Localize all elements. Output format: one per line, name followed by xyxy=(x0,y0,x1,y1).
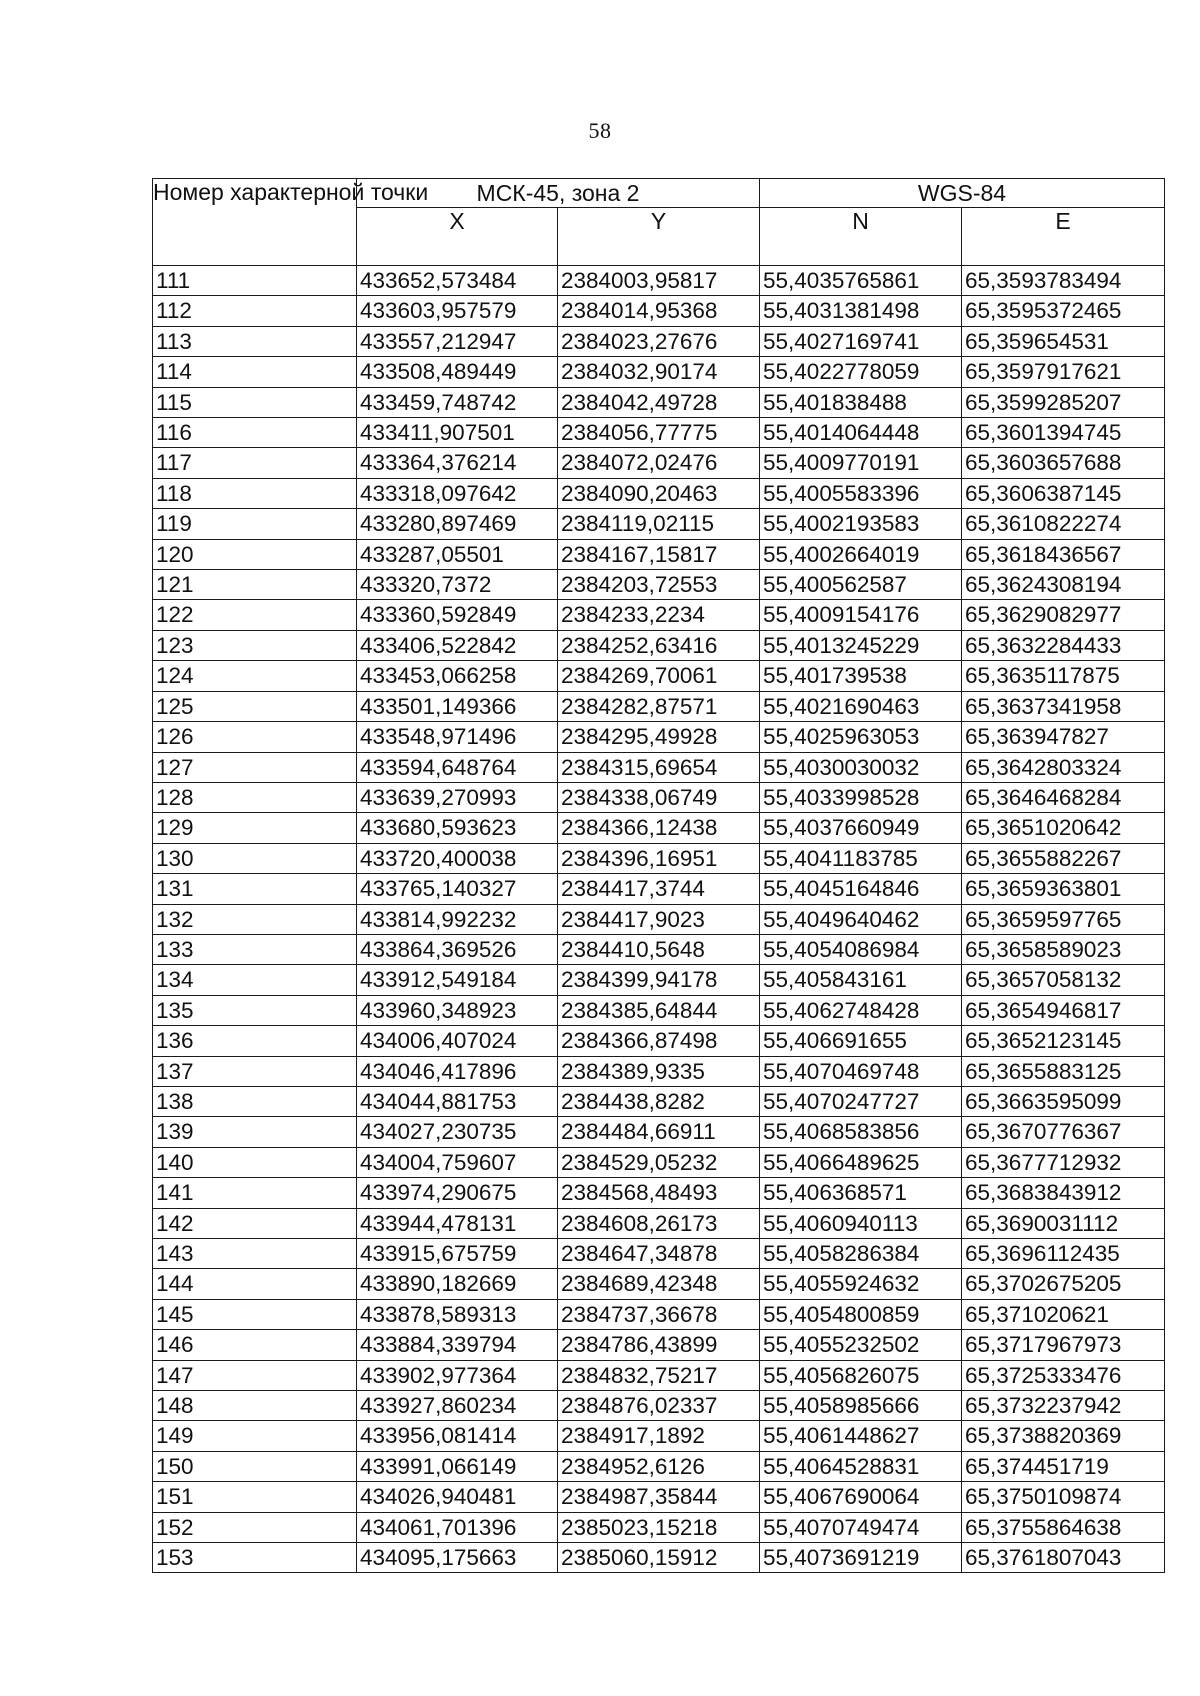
cell-n: 55,401739538 xyxy=(760,661,962,691)
table-row xyxy=(153,387,1165,417)
cell-e: 65,3655883125 xyxy=(962,1056,1165,1086)
cell-x: 433411,907501 xyxy=(357,418,558,448)
cell-y: 2384647,34878 xyxy=(558,1239,760,1269)
cell-point-number: 134 xyxy=(153,965,357,995)
table-body xyxy=(153,266,1165,1573)
table-row xyxy=(153,965,1165,995)
cell-y: 2385060,15912 xyxy=(558,1543,760,1573)
cell-x: 433557,212947 xyxy=(357,326,558,356)
cell-x: 433944,478131 xyxy=(357,1208,558,1238)
cell-point-number: 146 xyxy=(153,1330,357,1360)
cell-point-number: 129 xyxy=(153,813,357,843)
cell-n: 55,4070749474 xyxy=(760,1512,962,1542)
cell-n: 55,4070469748 xyxy=(760,1056,962,1086)
table-row xyxy=(153,1178,1165,1208)
cell-x: 434061,701396 xyxy=(357,1512,558,1542)
cell-point-number: 121 xyxy=(153,570,357,600)
header-wgs-group: WGS-84 xyxy=(760,179,1165,208)
cell-e: 65,3657058132 xyxy=(962,965,1165,995)
cell-e: 65,3646468284 xyxy=(962,782,1165,812)
cell-point-number: 127 xyxy=(153,752,357,782)
cell-n: 55,4022778059 xyxy=(760,357,962,387)
cell-point-number: 148 xyxy=(153,1391,357,1421)
table-row xyxy=(153,1056,1165,1086)
cell-e: 65,3755864638 xyxy=(962,1512,1165,1542)
cell-point-number: 149 xyxy=(153,1421,357,1451)
cell-n: 55,4013245229 xyxy=(760,630,962,660)
cell-y: 2384568,48493 xyxy=(558,1178,760,1208)
cell-y: 2384689,42348 xyxy=(558,1269,760,1299)
header-row-groups xyxy=(153,179,1165,208)
cell-n: 55,4062748428 xyxy=(760,995,962,1025)
cell-n: 55,400562587 xyxy=(760,570,962,600)
table-row xyxy=(153,843,1165,873)
table-row xyxy=(153,1543,1165,1573)
cell-e: 65,3632284433 xyxy=(962,630,1165,660)
cell-x: 433406,522842 xyxy=(357,630,558,660)
table-row xyxy=(153,266,1165,296)
cell-e: 65,3618436567 xyxy=(962,539,1165,569)
cell-e: 65,3655882267 xyxy=(962,843,1165,873)
cell-e: 65,3696112435 xyxy=(962,1239,1165,1269)
table-row xyxy=(153,296,1165,326)
table-row xyxy=(153,691,1165,721)
cell-n: 55,4056826075 xyxy=(760,1360,962,1390)
page-number: 58 xyxy=(588,118,612,143)
table-row xyxy=(153,326,1165,356)
cell-x: 434095,175663 xyxy=(357,1543,558,1573)
cell-n: 55,4073691219 xyxy=(760,1543,962,1573)
cell-point-number: 126 xyxy=(153,722,357,752)
table-row xyxy=(153,782,1165,812)
table-row xyxy=(153,357,1165,387)
cell-point-number: 136 xyxy=(153,1026,357,1056)
cell-y: 2384366,12438 xyxy=(558,813,760,843)
cell-y: 2384832,75217 xyxy=(558,1360,760,1390)
cell-y: 2384876,02337 xyxy=(558,1391,760,1421)
cell-x: 433501,149366 xyxy=(357,691,558,721)
cell-x: 433991,066149 xyxy=(357,1451,558,1481)
cell-n: 55,4055232502 xyxy=(760,1330,962,1360)
cell-n: 55,401838488 xyxy=(760,387,962,417)
cell-point-number: 113 xyxy=(153,326,357,356)
table-row xyxy=(153,630,1165,660)
cell-n: 55,4005583396 xyxy=(760,478,962,508)
cell-point-number: 112 xyxy=(153,296,357,326)
cell-n: 55,4014064448 xyxy=(760,418,962,448)
cell-e: 65,3642803324 xyxy=(962,752,1165,782)
cell-e: 65,3659597765 xyxy=(962,904,1165,934)
cell-y: 2384952,6126 xyxy=(558,1451,760,1481)
cell-e: 65,3597917621 xyxy=(962,357,1165,387)
cell-y: 2384396,16951 xyxy=(558,843,760,873)
cell-e: 65,3637341958 xyxy=(962,691,1165,721)
cell-y: 2384252,63416 xyxy=(558,630,760,660)
cell-n: 55,4045164846 xyxy=(760,874,962,904)
cell-x: 433974,290675 xyxy=(357,1178,558,1208)
cell-point-number: 144 xyxy=(153,1269,357,1299)
cell-n: 55,4066489625 xyxy=(760,1147,962,1177)
cell-e: 65,3677712932 xyxy=(962,1147,1165,1177)
table-row xyxy=(153,1269,1165,1299)
cell-y: 2384203,72553 xyxy=(558,570,760,600)
cell-x: 433320,7372 xyxy=(357,570,558,600)
cell-y: 2384014,95368 xyxy=(558,296,760,326)
cell-y: 2384072,02476 xyxy=(558,448,760,478)
cell-point-number: 118 xyxy=(153,478,357,508)
cell-x: 433459,748742 xyxy=(357,387,558,417)
cell-e: 65,3659363801 xyxy=(962,874,1165,904)
cell-y: 2384608,26173 xyxy=(558,1208,760,1238)
cell-e: 65,3750109874 xyxy=(962,1482,1165,1512)
cell-n: 55,4060940113 xyxy=(760,1208,962,1238)
cell-e: 65,3610822274 xyxy=(962,509,1165,539)
cell-y: 2384269,70061 xyxy=(558,661,760,691)
table-row xyxy=(153,904,1165,934)
cell-e: 65,3702675205 xyxy=(962,1269,1165,1299)
table-row xyxy=(153,813,1165,843)
cell-point-number: 131 xyxy=(153,874,357,904)
cell-e: 65,3717967973 xyxy=(962,1330,1165,1360)
cell-point-number: 141 xyxy=(153,1178,357,1208)
cell-point-number: 116 xyxy=(153,418,357,448)
cell-x: 433915,675759 xyxy=(357,1239,558,1269)
cell-n: 55,4033998528 xyxy=(760,782,962,812)
cell-e: 65,3654946817 xyxy=(962,995,1165,1025)
table-row xyxy=(153,418,1165,448)
table-header xyxy=(153,179,1165,266)
cell-e: 65,3635117875 xyxy=(962,661,1165,691)
cell-e: 65,359654531 xyxy=(962,326,1165,356)
cell-n: 55,4058286384 xyxy=(760,1239,962,1269)
cell-x: 434044,881753 xyxy=(357,1086,558,1116)
cell-point-number: 132 xyxy=(153,904,357,934)
table-row xyxy=(153,1239,1165,1269)
cell-e: 65,3601394745 xyxy=(962,418,1165,448)
cell-e: 65,371020621 xyxy=(962,1299,1165,1329)
cell-x: 433594,648764 xyxy=(357,752,558,782)
cell-point-number: 115 xyxy=(153,387,357,417)
cell-y: 2384529,05232 xyxy=(558,1147,760,1177)
cell-point-number: 152 xyxy=(153,1512,357,1542)
table-row xyxy=(153,1208,1165,1238)
cell-n: 55,4021690463 xyxy=(760,691,962,721)
cell-x: 433927,860234 xyxy=(357,1391,558,1421)
cell-y: 2384417,3744 xyxy=(558,874,760,904)
cell-n: 55,4055924632 xyxy=(760,1269,962,1299)
cell-y: 2384917,1892 xyxy=(558,1421,760,1451)
cell-e: 65,374451719 xyxy=(962,1451,1165,1481)
cell-e: 65,3593783494 xyxy=(962,266,1165,296)
cell-point-number: 145 xyxy=(153,1299,357,1329)
cell-e: 65,3761807043 xyxy=(962,1543,1165,1573)
cell-x: 433890,182669 xyxy=(357,1269,558,1299)
cell-e: 65,3658589023 xyxy=(962,934,1165,964)
cell-point-number: 142 xyxy=(153,1208,357,1238)
cell-y: 2384366,87498 xyxy=(558,1026,760,1056)
cell-n: 55,4009154176 xyxy=(760,600,962,630)
cell-x: 433720,400038 xyxy=(357,843,558,873)
cell-y: 2385023,15218 xyxy=(558,1512,760,1542)
cell-e: 65,3652123145 xyxy=(962,1026,1165,1056)
cell-point-number: 140 xyxy=(153,1147,357,1177)
cell-x: 434027,230735 xyxy=(357,1117,558,1147)
cell-x: 433508,489449 xyxy=(357,357,558,387)
table-row xyxy=(153,1391,1165,1421)
header-n: N xyxy=(760,208,962,266)
cell-e: 65,3599285207 xyxy=(962,387,1165,417)
cell-n: 55,4054086984 xyxy=(760,934,962,964)
cell-point-number: 120 xyxy=(153,539,357,569)
cell-point-number: 143 xyxy=(153,1239,357,1269)
cell-y: 2384032,90174 xyxy=(558,357,760,387)
table-row xyxy=(153,509,1165,539)
cell-point-number: 138 xyxy=(153,1086,357,1116)
cell-y: 2384167,15817 xyxy=(558,539,760,569)
cell-y: 2384484,66911 xyxy=(558,1117,760,1147)
table-row xyxy=(153,600,1165,630)
cell-y: 2384399,94178 xyxy=(558,965,760,995)
cell-x: 433765,140327 xyxy=(357,874,558,904)
cell-x: 433884,339794 xyxy=(357,1330,558,1360)
cell-y: 2384737,36678 xyxy=(558,1299,760,1329)
cell-y: 2384315,69654 xyxy=(558,752,760,782)
header-msk-group: МСК-45, зона 2 xyxy=(357,179,760,208)
cell-x: 433878,589313 xyxy=(357,1299,558,1329)
cell-e: 65,3683843912 xyxy=(962,1178,1165,1208)
cell-point-number: 128 xyxy=(153,782,357,812)
cell-y: 2384410,5648 xyxy=(558,934,760,964)
table-row xyxy=(153,539,1165,569)
cell-y: 2384056,77775 xyxy=(558,418,760,448)
cell-point-number: 133 xyxy=(153,934,357,964)
cell-y: 2384023,27676 xyxy=(558,326,760,356)
table-row xyxy=(153,661,1165,691)
cell-n: 55,4064528831 xyxy=(760,1451,962,1481)
cell-n: 55,4037660949 xyxy=(760,813,962,843)
cell-n: 55,4067690064 xyxy=(760,1482,962,1512)
header-x: X xyxy=(357,208,558,266)
cell-x: 434006,407024 xyxy=(357,1026,558,1056)
cell-n: 55,4035765861 xyxy=(760,266,962,296)
table-row xyxy=(153,1147,1165,1177)
cell-point-number: 125 xyxy=(153,691,357,721)
cell-e: 65,3624308194 xyxy=(962,570,1165,600)
cell-n: 55,4009770191 xyxy=(760,448,962,478)
cell-n: 55,4058985666 xyxy=(760,1391,962,1421)
cell-point-number: 130 xyxy=(153,843,357,873)
cell-y: 2384987,35844 xyxy=(558,1482,760,1512)
table-row xyxy=(153,1451,1165,1481)
coordinates-table xyxy=(152,178,1165,1573)
cell-x: 433318,097642 xyxy=(357,478,558,508)
cell-n: 55,4002193583 xyxy=(760,509,962,539)
cell-n: 55,405843161 xyxy=(760,965,962,995)
table-row xyxy=(153,1117,1165,1147)
cell-y: 2384389,9335 xyxy=(558,1056,760,1086)
cell-n: 55,4054800859 xyxy=(760,1299,962,1329)
table-row xyxy=(153,1299,1165,1329)
cell-e: 65,3663595099 xyxy=(962,1086,1165,1116)
cell-point-number: 151 xyxy=(153,1482,357,1512)
cell-x: 433548,971496 xyxy=(357,722,558,752)
cell-point-number: 124 xyxy=(153,661,357,691)
cell-n: 55,4030030032 xyxy=(760,752,962,782)
cell-y: 2384119,02115 xyxy=(558,509,760,539)
cell-x: 434026,940481 xyxy=(357,1482,558,1512)
table-row xyxy=(153,752,1165,782)
cell-x: 433603,957579 xyxy=(357,296,558,326)
cell-x: 433652,573484 xyxy=(357,266,558,296)
table-row xyxy=(153,934,1165,964)
cell-point-number: 153 xyxy=(153,1543,357,1573)
table-row xyxy=(153,1086,1165,1116)
cell-point-number: 117 xyxy=(153,448,357,478)
cell-x: 433639,270993 xyxy=(357,782,558,812)
cell-point-number: 150 xyxy=(153,1451,357,1481)
cell-y: 2384295,49928 xyxy=(558,722,760,752)
cell-x: 433956,081414 xyxy=(357,1421,558,1451)
cell-n: 55,4070247727 xyxy=(760,1086,962,1116)
cell-n: 55,406368571 xyxy=(760,1178,962,1208)
cell-point-number: 135 xyxy=(153,995,357,1025)
cell-point-number: 139 xyxy=(153,1117,357,1147)
cell-x: 434004,759607 xyxy=(357,1147,558,1177)
cell-e: 65,3606387145 xyxy=(962,478,1165,508)
cell-e: 65,3732237942 xyxy=(962,1391,1165,1421)
cell-e: 65,3603657688 xyxy=(962,448,1165,478)
cell-n: 55,406691655 xyxy=(760,1026,962,1056)
cell-e: 65,3629082977 xyxy=(962,600,1165,630)
table-row xyxy=(153,995,1165,1025)
table-row xyxy=(153,722,1165,752)
cell-e: 65,363947827 xyxy=(962,722,1165,752)
table-row xyxy=(153,448,1165,478)
cell-point-number: 137 xyxy=(153,1056,357,1086)
cell-n: 55,4027169741 xyxy=(760,326,962,356)
cell-x: 433960,348923 xyxy=(357,995,558,1025)
cell-n: 55,4049640462 xyxy=(760,904,962,934)
cell-y: 2384385,64844 xyxy=(558,995,760,1025)
cell-n: 55,4025963053 xyxy=(760,722,962,752)
cell-x: 433912,549184 xyxy=(357,965,558,995)
table-row xyxy=(153,1512,1165,1542)
cell-x: 433814,992232 xyxy=(357,904,558,934)
table-row xyxy=(153,1360,1165,1390)
cell-n: 55,4061448627 xyxy=(760,1421,962,1451)
cell-point-number: 123 xyxy=(153,630,357,660)
cell-n: 55,4041183785 xyxy=(760,843,962,873)
cell-x: 433364,376214 xyxy=(357,448,558,478)
cell-y: 2384438,8282 xyxy=(558,1086,760,1116)
cell-n: 55,4031381498 xyxy=(760,296,962,326)
cell-e: 65,3690031112 xyxy=(962,1208,1165,1238)
table-row xyxy=(153,1482,1165,1512)
cell-y: 2384417,9023 xyxy=(558,904,760,934)
table-row xyxy=(153,570,1165,600)
cell-y: 2384090,20463 xyxy=(558,478,760,508)
table-row xyxy=(153,478,1165,508)
cell-x: 433680,593623 xyxy=(357,813,558,843)
cell-n: 55,4002664019 xyxy=(760,539,962,569)
cell-e: 65,3595372465 xyxy=(962,296,1165,326)
header-e: E xyxy=(962,208,1165,266)
cell-y: 2384786,43899 xyxy=(558,1330,760,1360)
cell-x: 433287,05501 xyxy=(357,539,558,569)
header-y: Y xyxy=(558,208,760,266)
cell-y: 2384338,06749 xyxy=(558,782,760,812)
cell-x: 433360,592849 xyxy=(357,600,558,630)
cell-point-number: 147 xyxy=(153,1360,357,1390)
cell-point-number: 111 xyxy=(153,266,357,296)
table-row xyxy=(153,1026,1165,1056)
cell-e: 65,3725333476 xyxy=(962,1360,1165,1390)
cell-e: 65,3651020642 xyxy=(962,813,1165,843)
cell-y: 2384042,49728 xyxy=(558,387,760,417)
table-row xyxy=(153,1421,1165,1451)
cell-point-number: 114 xyxy=(153,357,357,387)
cell-x: 434046,417896 xyxy=(357,1056,558,1086)
table-row xyxy=(153,1330,1165,1360)
cell-y: 2384282,87571 xyxy=(558,691,760,721)
cell-x: 433902,977364 xyxy=(357,1360,558,1390)
cell-x: 433453,066258 xyxy=(357,661,558,691)
cell-e: 65,3738820369 xyxy=(962,1421,1165,1451)
cell-x: 433864,369526 xyxy=(357,934,558,964)
cell-n: 55,4068583856 xyxy=(760,1117,962,1147)
cell-x: 433280,897469 xyxy=(357,509,558,539)
cell-e: 65,3670776367 xyxy=(962,1117,1165,1147)
table-row xyxy=(153,874,1165,904)
cell-point-number: 119 xyxy=(153,509,357,539)
cell-point-number: 122 xyxy=(153,600,357,630)
cell-y: 2384233,2234 xyxy=(558,600,760,630)
cell-y: 2384003,95817 xyxy=(558,266,760,296)
header-point-number: Номер характерной точки xyxy=(153,179,357,266)
